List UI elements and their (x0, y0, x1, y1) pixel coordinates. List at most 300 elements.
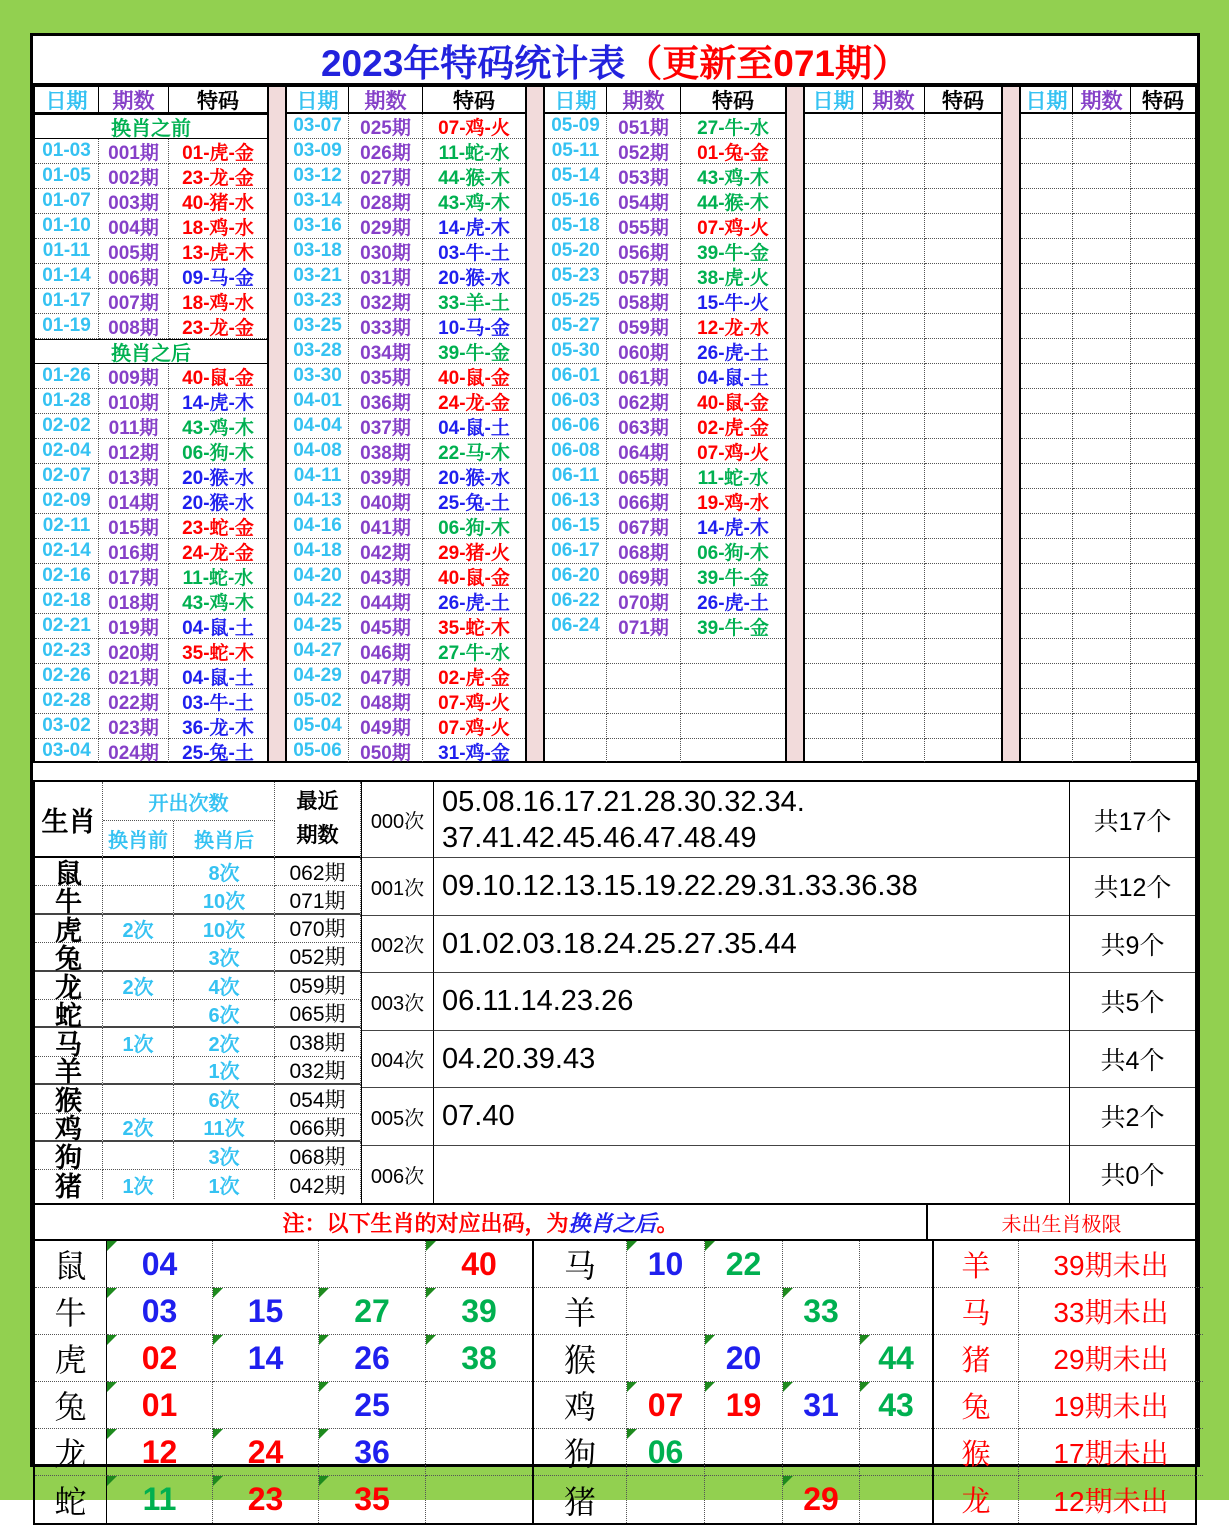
date-cell (805, 664, 863, 689)
zodiac-code-map-section (33, 1205, 1197, 1525)
period-cell (863, 114, 925, 139)
date-cell: 01-19 (35, 314, 99, 339)
bottom-code-cell (426, 1382, 532, 1429)
period-cell (1073, 539, 1131, 564)
special-code-cell: 12-龙-水 (681, 314, 785, 339)
period-cell: 014期 (99, 489, 169, 514)
date-cell: 04-04 (287, 414, 349, 439)
period-cell: 038期 (349, 439, 423, 464)
frequency-label: 000次 (362, 782, 434, 858)
date-cell (1021, 714, 1073, 739)
limit-text-cell: 17期未出 (1019, 1429, 1203, 1476)
count-before-cell: 1次 (103, 1028, 174, 1056)
date-cell (1021, 214, 1073, 239)
period-cell (1073, 339, 1131, 364)
period-group-3 (543, 85, 787, 763)
date-cell: 01-17 (35, 289, 99, 314)
period-cell: 026期 (349, 139, 423, 164)
frequency-total: 共2个 (1070, 1088, 1195, 1146)
date-cell (1021, 289, 1073, 314)
special-code-cell: 43-鸡-木 (423, 189, 525, 214)
bottom-code-cell: 36 (319, 1429, 426, 1476)
date-cell (1021, 364, 1073, 389)
date-cell (1021, 114, 1073, 139)
recent-period-header: 最近 期数 (275, 782, 361, 858)
special-code-cell (925, 664, 1001, 689)
period-cell (1073, 414, 1131, 439)
date-cell (805, 339, 863, 364)
date-cell (1021, 339, 1073, 364)
zodiac-cell: 猪 (35, 1170, 103, 1198)
date-cell: 04-20 (287, 564, 349, 589)
limit-zodiac-cell: 兔 (934, 1382, 1019, 1429)
sheet-content (30, 33, 1200, 1520)
special-code-cell: 18-鸡-水 (169, 289, 267, 314)
special-code-cell: 27-牛-水 (423, 639, 525, 664)
period-header: 期数 (99, 87, 169, 114)
special-code-cell: 07-鸡-火 (681, 214, 785, 239)
date-cell (1021, 464, 1073, 489)
special-code-cell (925, 339, 1001, 364)
zodiac-frequency-table (33, 780, 1197, 1205)
date-cell: 01-05 (35, 164, 99, 189)
date-header: 日期 (545, 87, 607, 114)
bottom-code-cell (426, 1476, 532, 1523)
bottom-code-cell: 27 (319, 1288, 426, 1335)
date-cell (805, 439, 863, 464)
zodiac-code-table-left (35, 1241, 532, 1523)
special-code-header: 特码 (925, 87, 1001, 114)
special-code-header: 特码 (1131, 87, 1195, 114)
limit-zodiac-cell: 龙 (934, 1476, 1019, 1523)
date-cell (805, 139, 863, 164)
period-cell (1073, 289, 1131, 314)
bottom-code-cell (783, 1335, 860, 1382)
special-code-cell: 39-牛-金 (423, 339, 525, 364)
date-cell: 03-16 (287, 214, 349, 239)
special-code-cell: 43-鸡-木 (169, 589, 267, 614)
special-code-cell: 04-鼠-土 (169, 614, 267, 639)
special-code-cell (1131, 639, 1195, 664)
bottom-code-cell: 31 (783, 1382, 860, 1429)
period-cell (863, 139, 925, 164)
special-code-cell (925, 214, 1001, 239)
special-code-cell (925, 589, 1001, 614)
period-cell: 011期 (99, 414, 169, 439)
special-code-cell (1131, 389, 1195, 414)
zodiac-cell: 马 (35, 1028, 103, 1056)
period-cell (1073, 439, 1131, 464)
limit-text-cell: 29期未出 (1019, 1335, 1203, 1382)
date-cell: 03-02 (35, 714, 99, 739)
recent-period-cell: 042期 (275, 1170, 361, 1198)
period-cell (863, 164, 925, 189)
special-code-cell: 14-虎-木 (423, 214, 525, 239)
count-before-cell (103, 886, 174, 914)
period-cell: 058期 (607, 289, 681, 314)
count-before-cell: 2次 (103, 972, 174, 1000)
period-cell: 066期 (607, 489, 681, 514)
date-cell (805, 739, 863, 764)
period-cell: 067期 (607, 514, 681, 539)
date-cell: 04-27 (287, 639, 349, 664)
special-code-cell (925, 714, 1001, 739)
date-cell (805, 389, 863, 414)
bottom-code-cell: 22 (705, 1241, 783, 1288)
zodiac-counts-grid (35, 782, 361, 1203)
date-cell (1021, 389, 1073, 414)
period-cell: 059期 (607, 314, 681, 339)
date-cell: 04-22 (287, 589, 349, 614)
period-cell (1073, 389, 1131, 414)
date-cell: 04-11 (287, 464, 349, 489)
special-code-cell (1131, 614, 1195, 639)
section-gap (33, 763, 1197, 780)
bottom-code-cell: 39 (426, 1288, 532, 1335)
special-code-cell (681, 714, 785, 739)
bottom-code-cell: 10 (627, 1241, 705, 1288)
frequency-total: 共9个 (1070, 916, 1195, 974)
missing-zodiac-limit-header: 未出生肖极限 (926, 1205, 1195, 1241)
date-cell (1021, 164, 1073, 189)
bottom-code-cell: 01 (107, 1382, 213, 1429)
count-before-cell: 2次 (103, 915, 174, 943)
period-cell: 002期 (99, 164, 169, 189)
period-cell (1073, 214, 1131, 239)
special-code-cell (1131, 114, 1195, 139)
special-code-cell (925, 439, 1001, 464)
frequency-numbers: 01.02.03.18.24.25.27.35.44 (434, 916, 1069, 974)
date-cell: 04-13 (287, 489, 349, 514)
date-cell (545, 714, 607, 739)
period-cell (607, 639, 681, 664)
period-cell (1073, 364, 1131, 389)
period-cell (1073, 464, 1131, 489)
period-cell (863, 539, 925, 564)
special-code-cell: 36-龙-木 (169, 714, 267, 739)
period-cell (863, 689, 925, 714)
date-cell: 02-02 (35, 414, 99, 439)
period-cell (1073, 739, 1131, 764)
group-spacer (527, 85, 543, 763)
period-cell (1073, 264, 1131, 289)
period-cell (863, 214, 925, 239)
special-code-cell: 39-牛-金 (681, 239, 785, 264)
special-code-cell: 20-猴-水 (423, 264, 525, 289)
period-cell: 061期 (607, 364, 681, 389)
period-cell: 050期 (349, 739, 423, 764)
date-cell (1021, 439, 1073, 464)
special-code-cell (1131, 339, 1195, 364)
date-cell: 04-29 (287, 664, 349, 689)
special-code-cell (925, 464, 1001, 489)
special-code-cell (1131, 514, 1195, 539)
period-cell (607, 689, 681, 714)
count-after-cell: 3次 (174, 1142, 275, 1170)
period-cell (1073, 514, 1131, 539)
bottom-code-cell: 44 (860, 1335, 932, 1382)
date-cell: 05-18 (545, 214, 607, 239)
date-cell: 05-23 (545, 264, 607, 289)
special-code-cell (925, 614, 1001, 639)
period-cell (607, 739, 681, 764)
note-suffix: 。 (656, 1210, 679, 1236)
date-cell: 02-11 (35, 514, 99, 539)
date-cell (1021, 514, 1073, 539)
zodiac-cell: 羊 (35, 1057, 103, 1085)
page-title (33, 36, 1197, 85)
period-cell (863, 314, 925, 339)
bottom-zodiac-cell: 龙 (35, 1429, 107, 1476)
date-cell (805, 289, 863, 314)
special-code-cell: 18-鸡-水 (169, 214, 267, 239)
period-cell (1073, 589, 1131, 614)
period-cell: 008期 (99, 314, 169, 339)
frequency-label: 004次 (362, 1031, 434, 1089)
zodiac-cell: 兔 (35, 943, 103, 971)
period-cell (863, 339, 925, 364)
period-header: 期数 (607, 87, 681, 114)
period-group-5 (1019, 85, 1197, 763)
date-cell: 02-28 (35, 689, 99, 714)
count-after-cell: 1次 (174, 1170, 275, 1198)
special-code-cell (1131, 314, 1195, 339)
period-cell (863, 714, 925, 739)
period-cell: 010期 (99, 389, 169, 414)
period-cell: 046期 (349, 639, 423, 664)
special-code-cell: 33-羊-土 (423, 289, 525, 314)
frequency-numbers: 04.20.39.43 (434, 1031, 1069, 1089)
period-cell: 031期 (349, 264, 423, 289)
count-after-cell: 10次 (174, 915, 275, 943)
bottom-code-cell: 29 (783, 1476, 860, 1523)
date-cell (805, 614, 863, 639)
special-code-cell (1131, 464, 1195, 489)
bottom-zodiac-cell: 羊 (534, 1288, 627, 1335)
special-code-cell (925, 739, 1001, 764)
period-cell (1073, 564, 1131, 589)
count-before-cell: 1次 (103, 1170, 174, 1198)
frequency-total: 共5个 (1070, 973, 1195, 1031)
period-cell (1073, 614, 1131, 639)
special-code-cell: 13-虎-木 (169, 239, 267, 264)
limit-zodiac-cell: 猪 (934, 1335, 1019, 1382)
date-cell: 05-25 (545, 289, 607, 314)
date-cell: 03-09 (287, 139, 349, 164)
bottom-code-cell (319, 1241, 426, 1288)
date-cell: 03-07 (287, 114, 349, 139)
period-cell (863, 439, 925, 464)
period-cell: 048期 (349, 689, 423, 714)
special-code-cell (1131, 689, 1195, 714)
date-cell (1021, 314, 1073, 339)
frequency-label: 006次 (362, 1146, 434, 1204)
date-cell: 01-26 (35, 364, 99, 389)
special-code-cell: 31-鸡-金 (423, 739, 525, 764)
period-cell (607, 664, 681, 689)
date-cell: 01-10 (35, 214, 99, 239)
special-code-cell: 02-虎-金 (681, 414, 785, 439)
period-cell: 009期 (99, 364, 169, 389)
limit-text-cell: 12期未出 (1053, 1485, 1169, 1517)
title-main: 2023年特码统计表 (320, 42, 626, 84)
recent-period-cell: 038期 (275, 1028, 361, 1056)
period-cell (1073, 239, 1131, 264)
bottom-code-cell: 26 (319, 1335, 426, 1382)
count-before-cell (103, 1000, 174, 1028)
period-cell (863, 514, 925, 539)
period-cell: 063期 (607, 414, 681, 439)
note-emphasis: 换肖之后 (568, 1210, 657, 1236)
special-code-cell: 40-猪-水 (169, 189, 267, 214)
zodiac-code-table-right (532, 1241, 932, 1523)
period-cell: 028期 (349, 189, 423, 214)
count-header: 开出次数 (103, 782, 275, 821)
date-cell: 04-08 (287, 439, 349, 464)
period-cell (863, 264, 925, 289)
period-cell (1073, 714, 1131, 739)
special-code-cell: 29-猪-火 (423, 539, 525, 564)
bottom-code-cell (705, 1429, 783, 1476)
period-cell: 043期 (349, 564, 423, 589)
special-code-cell: 43-鸡-木 (681, 164, 785, 189)
special-code-header: 特码 (169, 87, 267, 114)
date-cell: 02-18 (35, 589, 99, 614)
count-after-cell: 3次 (174, 943, 275, 971)
date-cell (1021, 489, 1073, 514)
special-code-cell (681, 639, 785, 664)
date-cell (805, 589, 863, 614)
count-after-cell: 10次 (174, 886, 275, 914)
date-cell (545, 689, 607, 714)
period-cell: 049期 (349, 714, 423, 739)
bottom-zodiac-cell: 虎 (35, 1335, 107, 1382)
bottom-code-cell (783, 1241, 860, 1288)
date-cell: 01-14 (35, 264, 99, 289)
limit-zodiac-cell: 马 (934, 1288, 1019, 1335)
limit-zodiac-cell: 猴 (934, 1429, 1019, 1476)
period-cell: 071期 (607, 614, 681, 639)
period-cell (863, 639, 925, 664)
date-cell (1021, 414, 1073, 439)
special-code-cell: 39-牛-金 (681, 614, 785, 639)
period-cell (1073, 164, 1131, 189)
special-code-cell (1131, 714, 1195, 739)
period-cell: 041期 (349, 514, 423, 539)
special-code-cell: 20-猴-水 (423, 464, 525, 489)
date-cell: 03-28 (287, 339, 349, 364)
special-code-cell (925, 489, 1001, 514)
recent-period-cell: 071期 (275, 886, 361, 914)
special-code-cell (925, 114, 1001, 139)
date-cell: 05-02 (287, 689, 349, 714)
period-group-4 (803, 85, 1003, 763)
date-cell: 05-04 (287, 714, 349, 739)
note-row (35, 1205, 1195, 1241)
bottom-code-cell (860, 1288, 932, 1335)
special-code-cell: 23-龙-金 (169, 164, 267, 189)
period-cell (863, 664, 925, 689)
period-cell: 054期 (607, 189, 681, 214)
special-code-cell (1131, 239, 1195, 264)
period-cell: 022期 (99, 689, 169, 714)
group-spacer (1003, 85, 1019, 763)
special-code-cell (925, 189, 1001, 214)
special-code-cell: 03-牛-土 (423, 239, 525, 264)
frequency-total: 共17个 (1070, 782, 1195, 858)
bottom-code-cell: 43 (860, 1382, 932, 1429)
zodiac-cell: 龙 (35, 972, 103, 1000)
bottom-code-cell (860, 1241, 932, 1288)
date-cell (1021, 614, 1073, 639)
special-code-cell: 11-蛇-水 (681, 464, 785, 489)
period-cell: 037期 (349, 414, 423, 439)
frequency-total: 共4个 (1070, 1031, 1195, 1089)
date-cell (1021, 739, 1073, 764)
special-code-cell (681, 739, 785, 764)
date-cell: 06-01 (545, 364, 607, 389)
special-code-cell: 04-鼠-土 (423, 414, 525, 439)
date-cell (805, 114, 863, 139)
date-cell: 03-23 (287, 289, 349, 314)
frequency-total: 共0个 (1100, 1162, 1165, 1191)
date-cell (805, 314, 863, 339)
bottom-code-cell (213, 1382, 319, 1429)
period-cell: 032期 (349, 289, 423, 314)
period-cell: 033期 (349, 314, 423, 339)
special-code-cell: 07-鸡-火 (423, 689, 525, 714)
bottom-code-cell: 33 (783, 1288, 860, 1335)
date-header: 日期 (287, 87, 349, 114)
date-cell (1021, 239, 1073, 264)
group-spacer (269, 85, 285, 763)
zodiac-column-header: 生肖 (35, 782, 103, 858)
special-code-cell: 19-鸡-水 (681, 489, 785, 514)
frequency-label: 001次 (362, 858, 434, 916)
period-cell: 035期 (349, 364, 423, 389)
limit-text-cell: 39期未出 (1019, 1241, 1203, 1288)
period-cell: 013期 (99, 464, 169, 489)
period-header: 期数 (349, 87, 423, 114)
period-cell: 005期 (99, 239, 169, 264)
period-cell (1073, 139, 1131, 164)
bottom-code-cell: 06 (627, 1429, 705, 1476)
date-cell: 02-09 (35, 489, 99, 514)
date-header: 日期 (1021, 87, 1073, 114)
count-before-cell (103, 1142, 174, 1170)
frequency-numbers: 06.11.14.23.26 (434, 973, 1069, 1031)
date-cell: 05-14 (545, 164, 607, 189)
special-code-cell: 25-兔-土 (169, 739, 267, 764)
special-code-cell (1131, 364, 1195, 389)
period-cell: 015期 (99, 514, 169, 539)
period-cell: 036期 (349, 389, 423, 414)
date-cell: 03-14 (287, 189, 349, 214)
special-code-period-table (33, 85, 1197, 763)
special-code-cell (1131, 664, 1195, 689)
date-header: 日期 (805, 87, 863, 114)
date-cell: 03-12 (287, 164, 349, 189)
special-code-cell: 27-牛-水 (681, 114, 785, 139)
count-after-cell: 4次 (174, 972, 275, 1000)
special-code-cell: 06-狗-木 (423, 514, 525, 539)
special-code-cell: 07-鸡-火 (681, 439, 785, 464)
frequency-numbers: 07.40 (434, 1088, 1069, 1146)
special-code-cell: 04-鼠-土 (169, 664, 267, 689)
special-code-cell (925, 539, 1001, 564)
frequency-label: 002次 (362, 916, 434, 974)
date-cell: 05-16 (545, 189, 607, 214)
